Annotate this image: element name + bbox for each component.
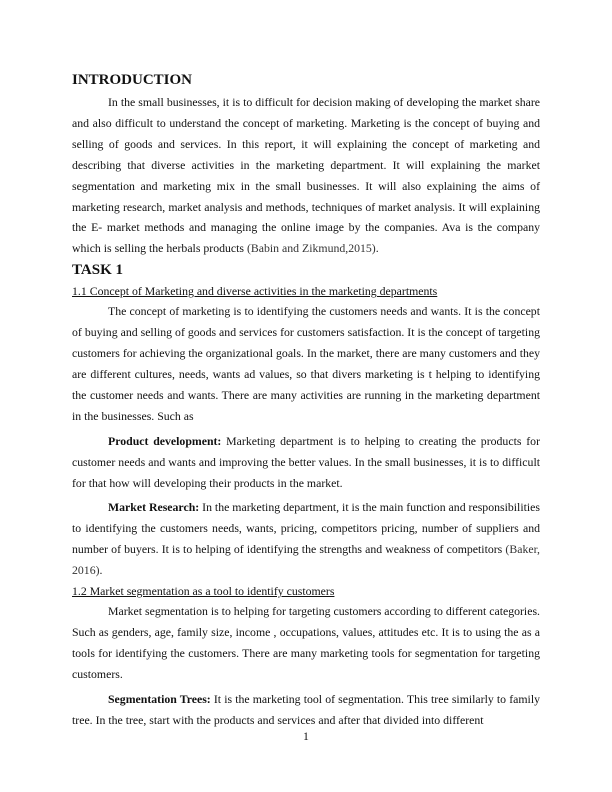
market-research-paragraph bbox=[72, 497, 540, 581]
introduction-period: . bbox=[375, 241, 379, 256]
segmentation-trees-label: Segmentation Trees: bbox=[108, 691, 211, 706]
introduction-paragraph bbox=[72, 92, 540, 259]
segmentation-trees-text: It is the marketing tool of segmentation. This tree similarly to family tree. In the tree, start with the products and services and after that divided into different bbox=[72, 691, 540, 727]
market-research-citation: (Baker, 2016) bbox=[72, 542, 540, 578]
product-development-label: Product development: bbox=[108, 433, 222, 448]
market-research-period: . bbox=[99, 563, 103, 578]
task1-heading: TASK 1 bbox=[72, 262, 123, 279]
introduction-citation: (Babin and Zikmund,2015) bbox=[246, 241, 376, 256]
section-1-2-title: 1.2 Market segmentation as a tool to identify customers bbox=[72, 584, 335, 599]
introduction-text: In the small businesses, it is to difficult for decision making of developing the market share and also difficult to understand the concept of marketing. Marketing is the concept of buying and selling of goods and services. In this report, it will explaining the concept of marketing and describing that diverse activities in the marketing department. It will explaining the market segmentation and marketing mix in the small businesses. It will also explaining the aims of marketing research, market analysis and methods, techniques of market analysis. It will explaining the E- market methods and managing the online image by the companies. Ava is the company which is selling the herbals products bbox=[72, 95, 540, 256]
market-research-label: Market Research: bbox=[108, 500, 200, 515]
page-number: 1 bbox=[303, 729, 309, 743]
section-1-1-title: 1.1 Concept of Marketing and diverse activities in the marketing departments bbox=[72, 284, 438, 299]
section-1-2-paragraph: Market segmentation is to helping for targeting customers according to different categories. Such as genders, age, family size, income , occupations, values, attitudes etc. It is to using the as a tools for identifying the customers. There are many marketing tools for segmentation for targeting customers. bbox=[72, 604, 540, 681]
page-content bbox=[72, 70, 540, 730]
section-1-1-paragraph: The concept of marketing is to identifying the customers needs and wants. It is the concept of buying and selling of goods and services for customers satisfaction. It is the concept of targeting customers for achieving the organizational goals. In the market, there are many customers and they are different cultures, needs, wants ad values, so that divers marketing is t helping to identifying the customer needs and wants. There are many activities are running in the marketing department in the businesses. Such as bbox=[72, 304, 540, 423]
product-development-text: Marketing department is to helping to creating the products for customer needs and wants and improving the better values. In the small businesses, it is to difficult for that how will developing their products in the market. bbox=[72, 433, 540, 490]
market-research-text: In the marketing department, it is the main function and responsibilities to identifying the customers needs, wants, pricing, competitors pricing, number of suppliers and number of buyers. It is to helping of identifying the strengths and weakness of competitors bbox=[72, 500, 540, 557]
introduction-heading: INTRODUCTION bbox=[72, 72, 193, 88]
product-development-paragraph bbox=[72, 431, 540, 494]
segmentation-trees-paragraph bbox=[72, 689, 540, 731]
